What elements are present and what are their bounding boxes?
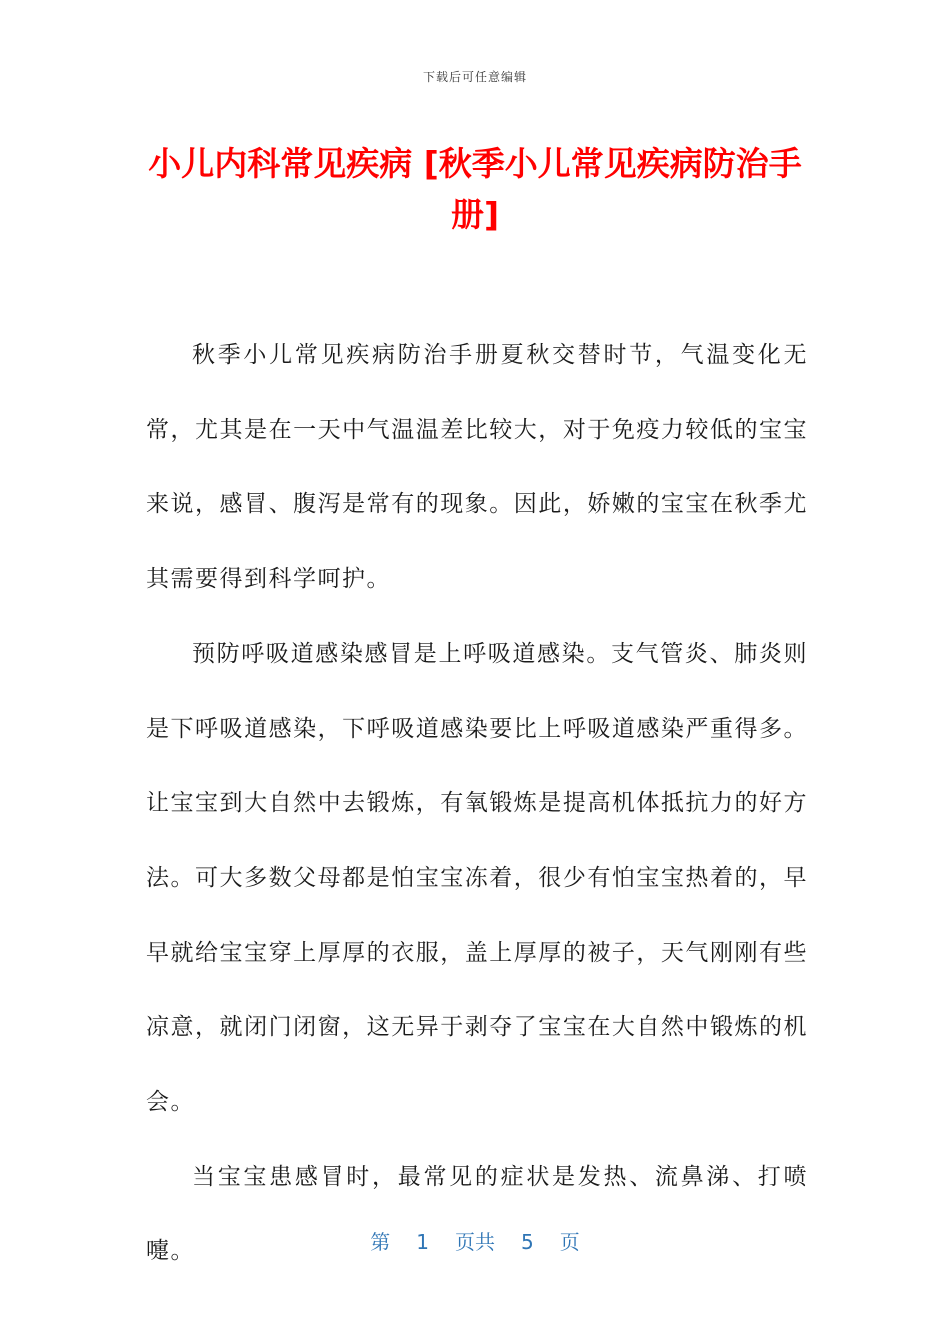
page-mid: 页共: [455, 1230, 495, 1254]
page-suffix: 页: [559, 1230, 580, 1254]
current-page-number: 1: [416, 1230, 429, 1254]
paragraph: 秋季小儿常见疾病防治手册夏秋交替时节，气温变化无常，尤其是在一天中气温温差比较大，对于免疫力较低的宝宝来说，感冒、腹泻是常有的现象。因此，娇嫩的宝宝在秋季尤其需要得到科学呵护。: [146, 342, 808, 593]
document-body: [146, 318, 808, 1289]
header-note: 下载后可任意编辑: [422, 70, 527, 84]
total-pages-number: 5: [521, 1230, 534, 1254]
document-title: 小儿内科常见疾病 [秋季小儿常见疾病防治手册]: [148, 144, 802, 234]
page-footer: [0, 1226, 950, 1255]
page-prefix: 第: [370, 1230, 391, 1254]
paragraph: 预防呼吸道感染感冒是上呼吸道感染。支气管炎、肺炎则是下呼吸道感染，下呼吸道感染要比上呼吸道感染严重得多。让宝宝到大自然中去锻炼，有氧锻炼是提高机体抵抗力的好方法。可大多数父母都是怕宝宝冻着，很少有怕宝宝热着的，早早就给宝宝穿上厚厚的衣服，盖上厚厚的被子，天气刚刚有些凉意，就闭门闭窗，这无异于剥夺了宝宝在大自然中锻炼的机会。: [146, 640, 808, 1116]
paragraph: 当宝宝患感冒时，最常见的症状是发热、流鼻涕、打喷嚏。: [146, 1163, 808, 1265]
